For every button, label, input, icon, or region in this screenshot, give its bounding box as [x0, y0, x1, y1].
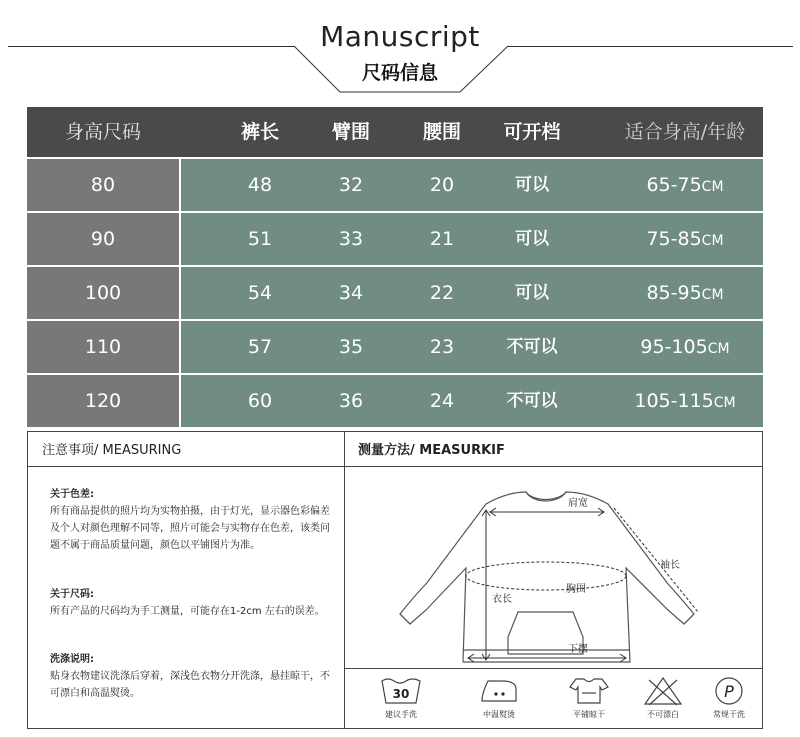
height-cell [607, 267, 763, 319]
crotch-cell: 不可以 [506, 337, 558, 357]
dry-clean-letter: P [724, 682, 734, 701]
length-cell: 48 [247, 174, 273, 196]
size-cell: 90 [27, 213, 179, 265]
size-cell: 80 [27, 159, 179, 211]
measurement-diagram [368, 472, 748, 667]
care-item [557, 675, 621, 720]
care-label: 建议手洗 [385, 710, 417, 719]
column-header-crotch: 可开档 [503, 121, 561, 143]
crotch-cell: 可以 [515, 283, 549, 303]
table-row [27, 375, 763, 427]
wash-note-text: 贴身衣物建议洗涤后穿着，深浅色衣物分开洗涤，悬挂晾干，不可漂白和高温熨烫。 [50, 671, 330, 699]
sleeve-label: 袖长 [660, 560, 680, 571]
height-cell [607, 159, 763, 211]
page-subtitle: 尺码信息 [361, 62, 438, 84]
size-cell: 120 [27, 375, 179, 427]
table-header-row [27, 107, 763, 157]
height-unit: CM [701, 287, 724, 303]
hem-label: 下摆 [568, 644, 588, 655]
care-label: 中温熨烫 [483, 710, 515, 719]
height-range: 75-85 [646, 228, 702, 250]
table-row [27, 321, 763, 373]
crotch-cell: 不可以 [506, 391, 558, 411]
header-chevron [0, 0, 800, 110]
length-cell: 60 [247, 390, 273, 412]
column-header-waist: 腰围 [422, 121, 461, 143]
chest-label: 胸围 [566, 584, 586, 595]
box-header-separator [28, 466, 762, 467]
column-header-height: 适合身高/年龄 [624, 121, 746, 143]
length-cell: 57 [247, 336, 273, 358]
wash-temperature: 30 [392, 687, 410, 701]
crotch-cell: 可以 [515, 175, 549, 195]
wash-note-title: 洗涤说明: [50, 654, 94, 665]
size-note-text: 所有产品的尺码均为手工测量，可能存在1-2cm 左右的误差。 [50, 606, 325, 617]
height-unit: CM [707, 341, 730, 357]
size-cell: 110 [27, 321, 179, 373]
care-icons-row [345, 668, 762, 729]
size-note [50, 586, 330, 620]
table-row [27, 213, 763, 265]
height-range: 85-95 [646, 282, 702, 304]
table-row [27, 267, 763, 319]
arm-cell: 35 [338, 336, 364, 358]
waist-cell: 24 [429, 390, 455, 412]
color-note-title: 关于色差: [50, 489, 94, 500]
wash-note [50, 651, 330, 702]
column-header-size: 身高尺码 [64, 121, 141, 143]
height-range: 95-105 [640, 336, 708, 358]
length-cell: 51 [247, 228, 273, 250]
no-bleach-icon [640, 675, 686, 707]
flat-dry-icon [566, 675, 612, 707]
size-note-title: 关于尺码: [50, 589, 94, 600]
care-item [631, 675, 695, 720]
height-unit: CM [701, 179, 724, 195]
care-item [697, 675, 761, 720]
height-range: 105-115 [634, 390, 714, 412]
waist-cell: 22 [429, 282, 455, 304]
arm-cell: 32 [338, 174, 364, 196]
table-row [27, 159, 763, 211]
height-cell [607, 375, 763, 427]
length-cell: 54 [247, 282, 273, 304]
care-label: 不可漂白 [647, 710, 679, 719]
care-label: 常规干洗 [713, 710, 745, 719]
arm-cell: 36 [338, 390, 364, 412]
height-cell [607, 321, 763, 373]
height-unit: CM [701, 233, 724, 249]
waist-cell: 23 [429, 336, 455, 358]
info-box [27, 431, 763, 729]
body-length-label: 衣长 [492, 594, 512, 605]
column-header-length: 裤长 [240, 121, 279, 143]
column-header-arm: 臂围 [331, 121, 370, 143]
waist-cell: 21 [429, 228, 455, 250]
care-item [467, 675, 531, 720]
height-range: 65-75 [646, 174, 702, 196]
measure-heading: 测量方法/ MEASURKIF [358, 443, 505, 458]
hand-wash-30-icon [378, 675, 424, 707]
care-label: 平铺晾干 [573, 710, 605, 719]
dry-clean-p-icon [706, 675, 752, 707]
arm-cell: 34 [338, 282, 364, 304]
page-title: Manuscript [320, 20, 480, 53]
care-item [369, 675, 433, 720]
color-note-text: 所有商品提供的照片均为实物拍摄，由于灯光，显示器色彩偏差及个人对颜色理解不同等，照片可能会与实物存在色差，该类问题不属于商品质量问题，颜色以平铺图片为准。 [50, 506, 330, 551]
notes-heading: 注意事项/ MEASURING [42, 443, 182, 458]
color-note [50, 486, 330, 554]
crotch-cell: 可以 [515, 229, 549, 249]
shoulder-label: 肩宽 [568, 498, 588, 509]
arm-cell: 33 [338, 228, 364, 250]
iron-medium-icon [476, 675, 522, 707]
height-cell [607, 213, 763, 265]
height-unit: CM [713, 395, 736, 411]
waist-cell: 20 [429, 174, 455, 196]
size-cell: 100 [27, 267, 179, 319]
size-table [27, 107, 763, 428]
